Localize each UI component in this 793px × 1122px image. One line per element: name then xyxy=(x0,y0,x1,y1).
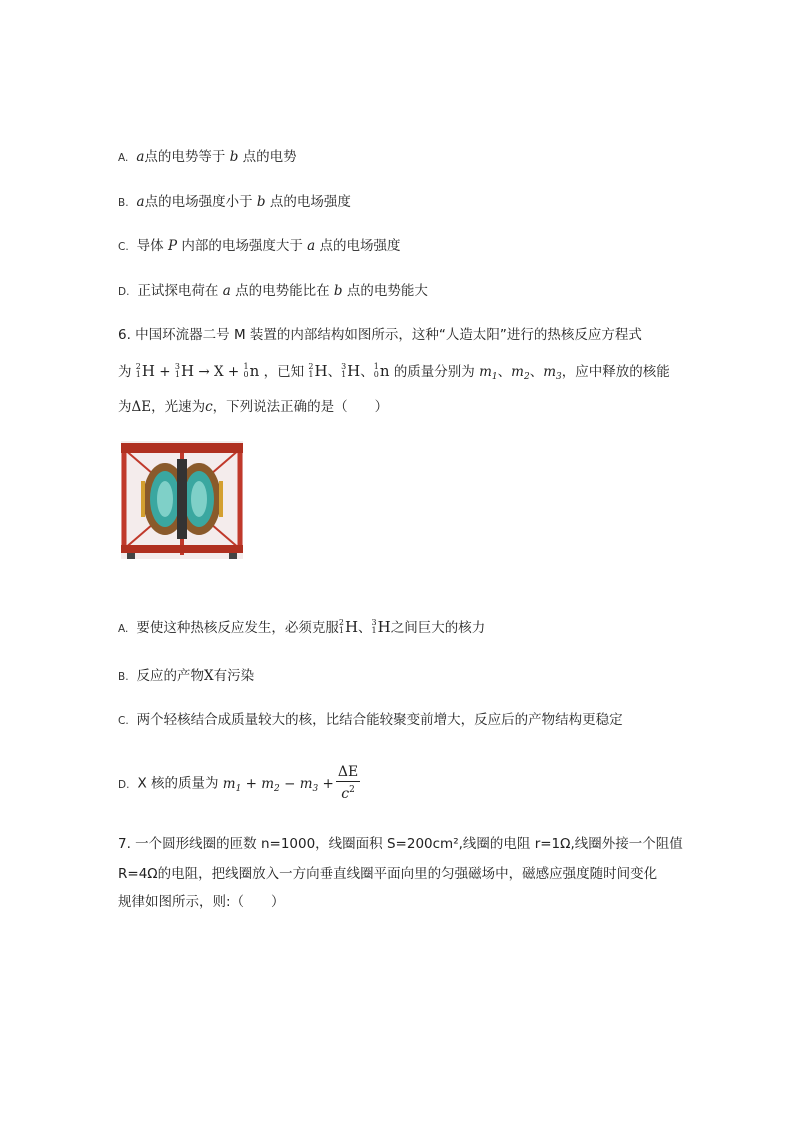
option-text: 有污染 xyxy=(213,668,255,684)
q6-stem-line1: 6. 中国环流器二号 M 装置的内部结构如图所示，这种“人造太阳”进行的热核反应方程式 xyxy=(118,327,642,343)
symbol-x: X xyxy=(213,364,224,380)
coil-icon xyxy=(141,459,223,539)
option-mid: 点的电场强度小于 xyxy=(144,194,253,210)
separator: 、 xyxy=(327,364,342,380)
q6-stem-line3 xyxy=(118,397,388,417)
q7-stem-line3: 规律如图所示，则:（ ） xyxy=(118,894,285,910)
option-pre: 正试探电荷在 xyxy=(137,283,219,299)
nuclide-deuterium: 2 1 H xyxy=(338,618,359,636)
mass-expression: $m_1 + m_2 - m_3$ + xyxy=(222,775,334,794)
nuclide-neutron: 1 0 n xyxy=(243,362,260,380)
nuclide-tritium: 3 1 H xyxy=(174,362,195,380)
option-post: 点的电势 xyxy=(242,149,297,165)
symbol-n: n xyxy=(249,362,260,380)
mass-m2: $m_2$ xyxy=(511,364,530,382)
q6-text: ，下列说法正确的是（ ） xyxy=(212,399,389,415)
option-text: X 核的质量为 xyxy=(137,775,219,792)
q5-option-d xyxy=(118,281,428,302)
nuclide-deuterium: 2 1 H xyxy=(135,362,155,380)
light-speed-c: c xyxy=(205,399,213,415)
q5-option-b xyxy=(118,192,351,213)
option-var2: b xyxy=(229,149,239,165)
q6-text: 为 xyxy=(118,399,132,415)
plus-sign: + xyxy=(159,364,171,380)
nuclide-neutron: 1 0 n xyxy=(373,362,390,380)
delta-e: ΔE xyxy=(131,399,152,415)
q6-text: ，应中释放的核能 xyxy=(561,364,670,380)
option-letter: C. xyxy=(118,715,129,727)
option-var2: a xyxy=(307,238,316,254)
option-text: 反应的产物 xyxy=(136,668,205,684)
q5-option-a xyxy=(118,147,297,168)
option-var1: P xyxy=(167,238,178,254)
separator: 、 xyxy=(360,364,374,380)
option-var2: b xyxy=(256,194,266,210)
q6-option-b xyxy=(118,666,254,687)
q7-stem-line2: R=4Ω的电阻，把线圈放入一方向垂直线圈平面向里的匀强磁场中，磁感应强度随时间变化 xyxy=(118,866,658,882)
option-text: 两个轻核结合成质量较大的核，比结合能较聚变前增大，反应后的产物结构更稳定 xyxy=(136,712,623,728)
q6-option-c xyxy=(118,710,623,731)
symbol-n: n xyxy=(379,362,390,380)
symbol-x: X xyxy=(204,668,214,684)
q6-text: ，光速为 xyxy=(151,399,206,415)
option-text: 之间巨大的核力 xyxy=(390,620,486,636)
nuclide-deuterium: 2 1 H xyxy=(308,362,328,380)
option-var2: b xyxy=(333,283,343,299)
separator: 、 xyxy=(497,364,512,380)
q6-text: ，已知 xyxy=(263,364,305,380)
option-mid: 内部的电场强度大于 xyxy=(181,238,303,254)
q6-text: 的质量分别为 xyxy=(393,364,475,380)
option-letter: D. xyxy=(118,778,130,791)
option-pre: 导体 xyxy=(136,238,164,254)
symbol-h: H xyxy=(180,362,195,380)
mass-m3: $m_3$ xyxy=(543,364,562,382)
symbol-h: H xyxy=(314,362,328,380)
nuclide-tritium: 3 1 H xyxy=(341,362,361,380)
plus-sign: + xyxy=(227,364,240,380)
option-mid: 点的电势能比在 xyxy=(235,283,330,299)
option-letter: B. xyxy=(118,197,129,209)
q6-text: 为 xyxy=(118,364,132,380)
option-text: 要使这种热核反应发生，必须克服 xyxy=(136,620,339,636)
q6-option-a xyxy=(118,617,485,639)
energy-fraction: $\frac{\Delta E}{c^2}$ xyxy=(337,764,359,802)
separator: 、 xyxy=(358,620,372,636)
mass-m1: $m_1$ xyxy=(479,364,498,382)
arrow-icon: → xyxy=(198,364,210,380)
option-post: 点的电场强度 xyxy=(319,238,401,254)
option-letter: B. xyxy=(118,671,129,683)
option-post: 点的电场强度 xyxy=(269,194,351,210)
symbol-h: H xyxy=(347,362,361,380)
option-letter: D. xyxy=(118,286,130,298)
q6-stem-line2 xyxy=(118,361,670,387)
q5-option-c xyxy=(118,236,401,257)
nuclide-tritium: 3 1 H xyxy=(371,618,391,636)
option-mid: 点的电势等于 xyxy=(144,149,226,165)
tokamak-figure xyxy=(121,441,243,559)
option-var1: a xyxy=(136,194,145,210)
option-letter: A. xyxy=(118,623,129,635)
separator: 、 xyxy=(529,364,544,380)
option-post: 点的电势能大 xyxy=(346,283,428,299)
q6-option-d xyxy=(118,764,360,806)
option-letter: A. xyxy=(118,152,129,164)
option-var1: a xyxy=(222,283,231,299)
option-var1: a xyxy=(136,149,145,165)
symbol-h: H xyxy=(141,362,155,380)
option-letter: C. xyxy=(118,241,129,253)
q7-stem-line1: 7. 一个圆形线圈的匝数 n=1000，线圈面积 S=200cm²,线圈的电阻 r=1Ω,线圈外接一个阻值 xyxy=(118,836,683,852)
